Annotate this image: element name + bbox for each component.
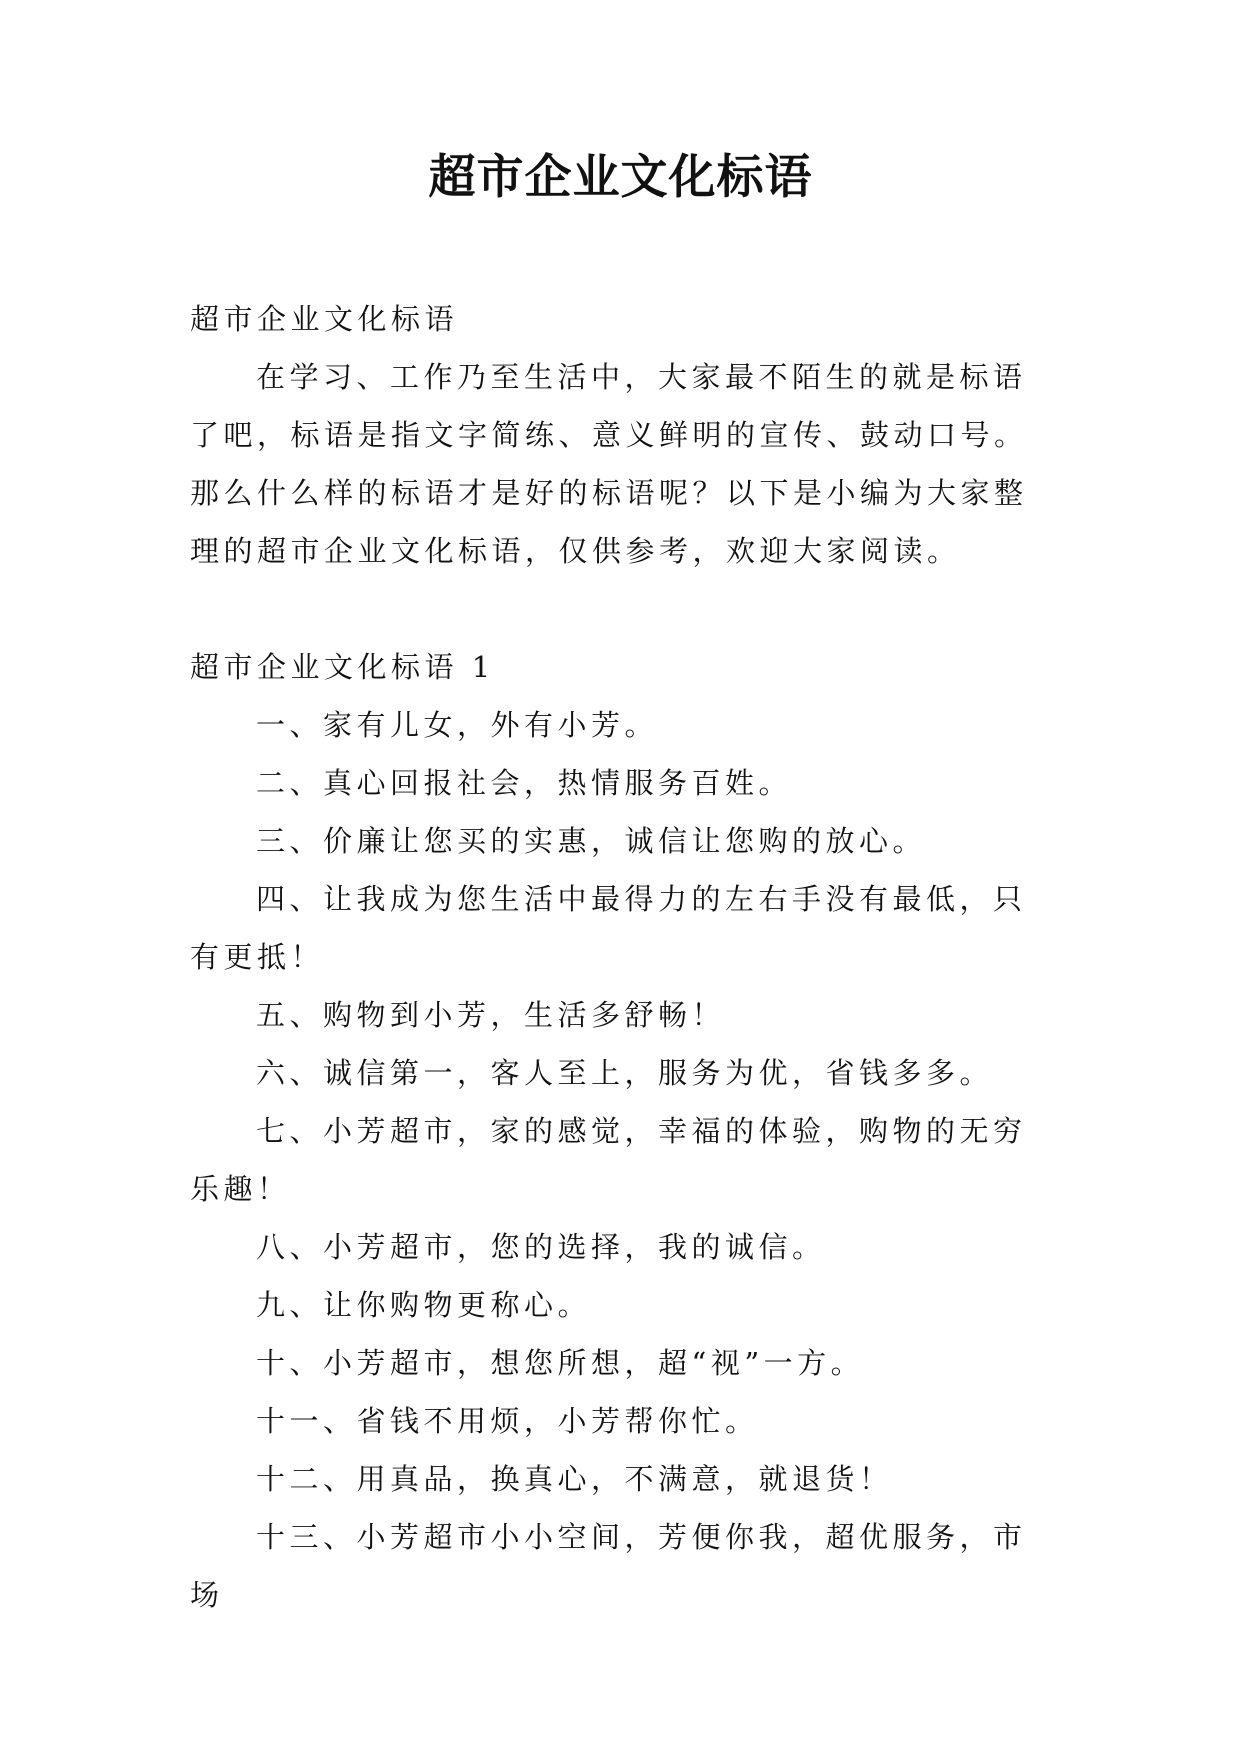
slogan-item: 十二、用真品，换真心，不满意，就退货！: [256, 1462, 893, 1496]
slogan-item: 三、价廉让您买的实惠，诚信让您购的放心。: [256, 824, 927, 858]
slogan-item: 十一、省钱不用烦，小芳帮你忙。: [256, 1404, 759, 1438]
slogan-item: 五、购物到小芳，生活多舒畅！: [256, 998, 726, 1032]
slogan-item: 十三、小芳超市小小空间，芳便你我，超优服务，市场: [190, 1520, 1027, 1612]
slogan-item: 七、小芳超市，家的感觉，幸福的体验，购物的无穷乐趣！: [190, 1114, 1027, 1206]
document-title: 超市企业文化标语: [428, 150, 813, 205]
slogan-item: 二、真心回报社会，热情服务百姓。: [256, 766, 793, 800]
slogan-item: 六、诚信第一，客人至上，服务为优，省钱多多。: [256, 1056, 994, 1090]
intro-paragraph: 在学习、工作乃至生活中，大家最不陌生的就是标语了吧，标语是指文字简练、意义鲜明的宣传、鼓动口号。那么什么样的标语才是好的标语呢？以下是小编为大家整理的超市企业文化标语，仅供参考，欢迎大家阅读。: [190, 360, 1028, 568]
slogan-item: 十、小芳超市，想您所想，超“视”一方。: [256, 1346, 865, 1380]
subtitle: 超市企业文化标语: [190, 302, 459, 336]
section-heading: 超市企业文化标语 1: [190, 650, 495, 684]
document-body: [190, 290, 1052, 1624]
slogan-item: 四、让我成为您生活中最得力的左右手没有最低，只有更抵！: [190, 882, 1027, 974]
slogan-item: 八、小芳超市，您的选择，我的诚信。: [256, 1230, 826, 1264]
slogan-item: 九、让你购物更称心。: [256, 1288, 592, 1322]
slogan-item: 一、家有儿女，外有小芳。: [256, 708, 659, 742]
paragraph-spacer: [190, 580, 1052, 638]
